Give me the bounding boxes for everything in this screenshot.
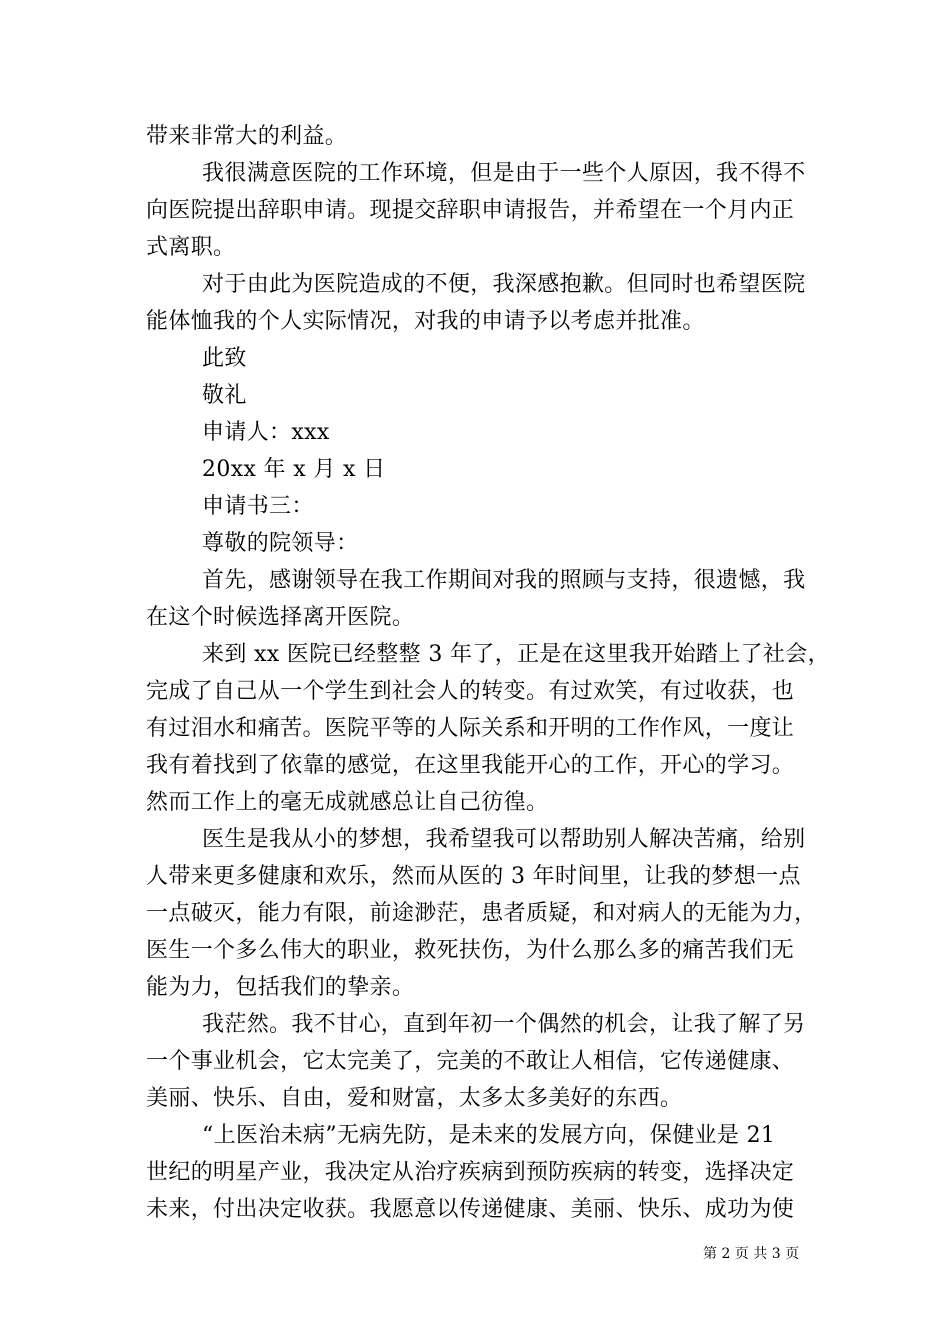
text-line: 然而工作上的毫无成就感总让自己彷徨。	[146, 790, 549, 815]
text-line: 医生是我从小的梦想，我希望我可以帮助别人解决苦痛，给别	[202, 827, 806, 852]
text-line: 有过泪水和痛苦。医院平等的人际关系和开明的工作作风，一度让	[146, 716, 795, 741]
text-line: 敬礼	[202, 383, 247, 408]
text-line: 美丽、快乐、自由，爱和财富，太多太多美好的东西。	[146, 1086, 683, 1111]
text-line: 来到 xx 医院已经整整 3 年了，正是在这里我开始踏上了社会，	[202, 642, 830, 667]
text-line: 能为力，包括我们的挚亲。	[146, 975, 415, 1000]
text-line: 人带来更多健康和欢乐，然而从医的 3 年时间里，让我的梦想一点	[146, 864, 801, 889]
text-line: 我茫然。我不甘心，直到年初一个偶然的机会，让我了解了另	[202, 1012, 806, 1037]
text-line: 未来，付出决定收获。我愿意以传递健康、美丽、快乐、成功为使	[146, 1197, 795, 1222]
text-line: 首先，感谢领导在我工作期间对我的照顾与支持，很遗憾，我	[202, 568, 806, 593]
page-number-footer: 第 2 页 共 3 页	[703, 1246, 800, 1262]
document-body	[146, 118, 830, 1228]
text-line: 医生一个多么伟大的职业，救死扶伤，为什么那么多的痛苦我们无	[146, 938, 795, 963]
text-line: 向医院提出辞职申请。现提交辞职申请报告，并希望在一个月内正	[146, 198, 795, 223]
text-line: 尊敬的院领导：	[202, 531, 359, 556]
text-line: 我很满意医院的工作环境，但是由于一些个人原因，我不得不	[202, 161, 806, 186]
text-line: 完成了自己从一个学生到社会人的转变。有过欢笑，有过收获，也	[146, 679, 795, 704]
text-line: 20xx 年 x 月 x 日	[202, 457, 386, 482]
text-line: 能体恤我的个人实际情况，对我的申请予以考虑并批准。	[146, 309, 705, 334]
text-line: 一个事业机会，它太完美了，完美的不敢让人相信，它传递健康、	[146, 1049, 795, 1074]
text-line: 对于由此为医院造成的不便，我深感抱歉。但同时也希望医院	[202, 272, 806, 297]
text-line: 带来非常大的利益。	[146, 124, 348, 149]
text-line: 式离职。	[146, 235, 236, 260]
text-line: 申请人：xxx	[202, 420, 330, 445]
text-line: 此致	[202, 346, 247, 371]
text-line: 世纪的明星产业，我决定从治疗疾病到预防疾病的转变，选择决定	[146, 1160, 795, 1185]
text-line: 在这个时候选择离开医院。	[146, 605, 415, 630]
text-line: “上医治未病”无病先防，是未来的发展方向，保健业是 21	[202, 1123, 776, 1148]
text-line: 申请书三：	[202, 494, 314, 519]
text-line: 一点破灭，能力有限，前途渺茫，患者质疑，和对病人的无能为力，	[146, 901, 817, 926]
text-line: 我有着找到了依靠的感觉，在这里我能开心的工作，开心的学习。	[146, 753, 795, 778]
